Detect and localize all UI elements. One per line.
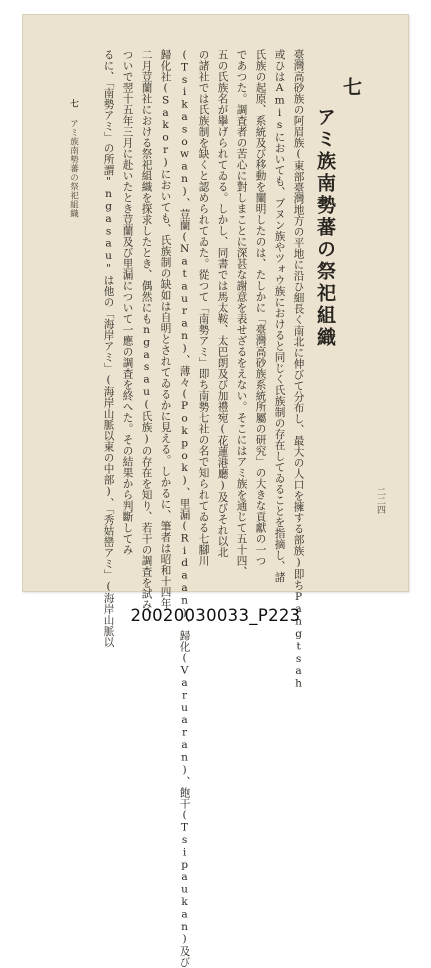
- running-head: [69, 99, 78, 108]
- body-line: の諸社では氏族制を缺くと認められてゐた。從つて「南勢アミ」即ち南勢七社の名で知られてゐる七腳川: [197, 49, 210, 566]
- body-line: 臺灣高砂族の阿眉族(東部臺灣地方の平地に沿ひ細長く南北に伸びて分布し、最大の人口を擁する部族)即ちPangtsah: [292, 49, 305, 690]
- body-line: るに、「南勢アミ」の所謂"ngasau"は他の「海岸アミ」(海岸山脈以東の中部)、「秀姑巒アミ」(海岸山脈以: [102, 49, 115, 648]
- running-head-number: 七: [68, 99, 79, 108]
- body-line: であつた。調査者の苦心に對しまことに深甚な謝意を表せざるをえない。そこにはアミ族を通じて五十四、: [235, 49, 248, 577]
- running-head-text: アミ族南勢蕃の祭祀組織: [68, 119, 79, 218]
- page-number: 二二四: [375, 487, 385, 514]
- body-line: (Tsikasowan)、荳蘭(Natauran)、薄々(Pokpok)、里漏(Ridaan)、歸化(Varuaran)、飽干(Tsipaukan)及び: [178, 49, 191, 968]
- chapter-title: アミ族南勢蕃の祭祀組織: [314, 107, 336, 349]
- body-line: ついで翌十五年三月に赴いたとき荳蘭及び里漏について一應の調査を終へた。その結果から判斷してみ: [121, 49, 134, 555]
- body-line: 五の氏族名が擧げられてゐる。しかし、同書では馬太鞍、太巴朗及び加禮宛(花蓮港廳)及びそれ以北: [216, 49, 229, 558]
- body-line: 氏族の起原、系統及び移動を闡明したのは、たしかに「臺灣高砂族系統所屬の研究」の大きな貢獻の一つ: [254, 49, 267, 566]
- chapter-number: 七: [340, 77, 362, 96]
- image-caption: 20020030033_P223: [130, 606, 301, 625]
- body-line: 二月荳蘭社における祭祀組織を探求したとき、偶然にもngasau(氏族)の存在を知り、若干の調査を試み、: [140, 49, 153, 622]
- body-line: 歸化社(Sakor)においても、氏族制の缺如は自明とされてゐるかに見える。しかるに、筆者は昭和十四年: [159, 49, 172, 609]
- body-line: 或ひはAmisにおいても、ブヌン族やツォウ族におけると同じく氏族制の存在してゐることを指摘し、諸: [273, 49, 286, 583]
